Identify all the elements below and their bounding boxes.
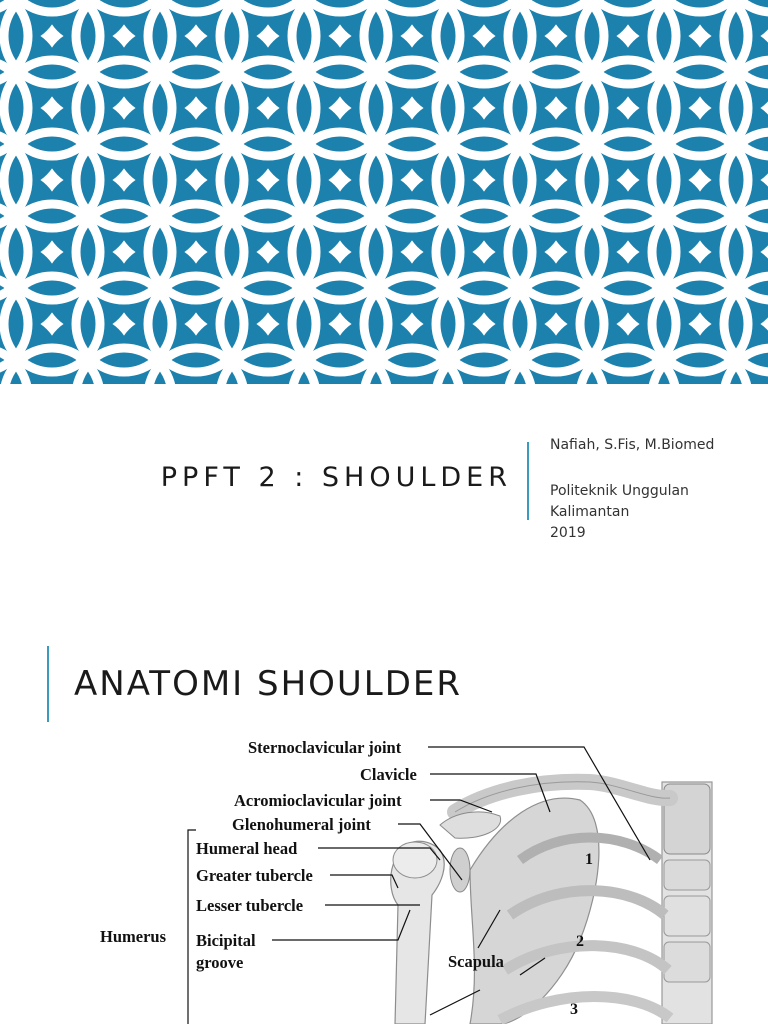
label-humeral-head: Humeral head (196, 839, 298, 858)
section-title: ANATOMI SHOULDER (74, 664, 463, 704)
section-accent-bar (47, 646, 49, 722)
institution-line2: Kalimantan (550, 504, 630, 520)
slide-title: PPFT 2 : SHOULDER (160, 462, 512, 493)
pattern-banner (0, 0, 768, 384)
title-divider (527, 442, 529, 520)
label-scapula: Scapula (448, 952, 504, 971)
label-greater-tubercle: Greater tubercle (196, 866, 313, 885)
label-clavicle: Clavicle (360, 765, 417, 784)
label-rib-1: 1 (585, 851, 593, 868)
label-humerus: Humerus (100, 927, 166, 946)
year: 2019 (550, 525, 586, 541)
label-rib-3: 3 (570, 1001, 578, 1018)
institution-line1: Politeknik Unggulan (550, 483, 689, 499)
label-rib-2: 2 (576, 933, 584, 950)
label-groove: groove (196, 953, 244, 972)
bone-illustration (391, 782, 712, 1024)
label-sternoclavicular-joint: Sternoclavicular joint (248, 738, 402, 757)
label-acromioclavicular-joint: Acromioclavicular joint (234, 791, 402, 810)
label-bicipital: Bicipital (196, 931, 256, 950)
label-glenohumeral-joint: Glenohumeral joint (232, 815, 371, 834)
label-lesser-tubercle: Lesser tubercle (196, 896, 304, 915)
shoulder-anatomy-diagram (0, 720, 768, 1024)
author-name: Nafiah, S.Fis, M.Biomed (550, 437, 715, 453)
